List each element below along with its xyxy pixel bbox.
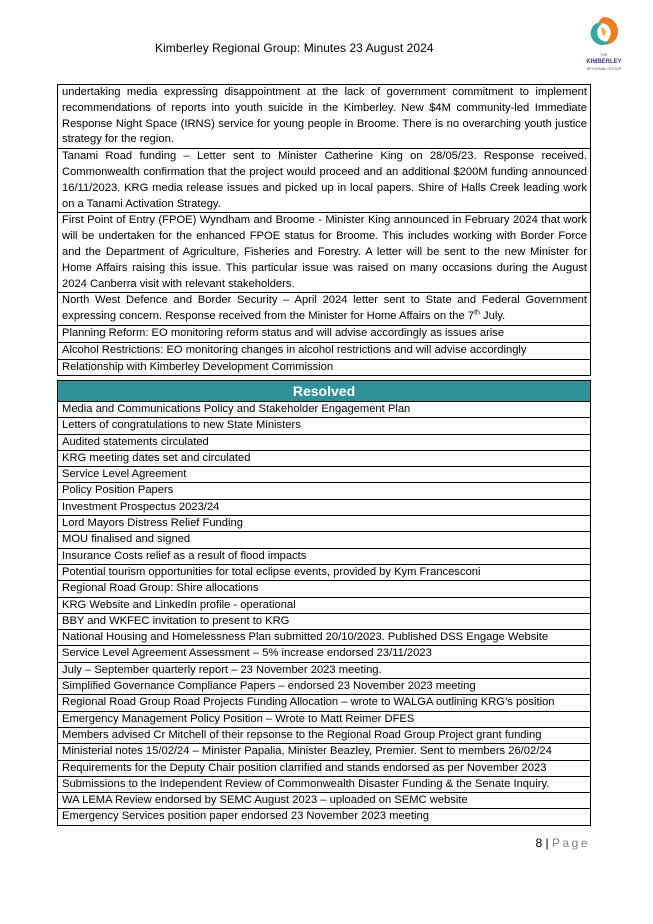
table-row bbox=[58, 548, 591, 564]
kimberley-logo bbox=[578, 14, 630, 70]
logo-text-the: THE bbox=[600, 53, 608, 57]
page-label: Page bbox=[551, 836, 590, 850]
table-row bbox=[58, 679, 591, 695]
table-row bbox=[58, 85, 591, 149]
resolved-item: KRG Website and LinkedIn profile - operational bbox=[58, 597, 591, 613]
logo-text-kimberley: KIMBERLEY bbox=[586, 59, 622, 65]
table-row bbox=[58, 325, 591, 342]
resolved-item: Service Level Agreement bbox=[58, 467, 591, 483]
resolved-item: WA LEMA Review endorsed by SEMC August 2023 – uploaded on SEMC website bbox=[58, 793, 591, 809]
ordinal-superscript: th bbox=[474, 309, 480, 317]
table-cell: Planning Reform: EO monitoring reform status and will advise accordingly as issues arise bbox=[58, 325, 591, 342]
resolved-item: Media and Communications Policy and Stakeholder Engagement Plan bbox=[58, 402, 591, 418]
table-row bbox=[58, 418, 591, 434]
page-number: 8 bbox=[535, 836, 543, 850]
table-row bbox=[58, 564, 591, 580]
table-row bbox=[58, 744, 591, 760]
page-footer bbox=[535, 836, 590, 850]
table-row bbox=[58, 662, 591, 678]
table-row bbox=[58, 760, 591, 776]
table-row bbox=[58, 793, 591, 809]
resolved-header-row bbox=[58, 381, 591, 402]
table-row bbox=[58, 646, 591, 662]
resolved-item: MOU finalised and signed bbox=[58, 532, 591, 548]
table-cell: Alcohol Restrictions: EO monitoring changes in alcohol restrictions and will advise accordingly bbox=[58, 342, 591, 359]
table-row bbox=[58, 359, 591, 376]
document-header-title: Kimberley Regional Group: Minutes 23 August 2024 bbox=[155, 41, 434, 55]
table-cell: undertaking media expressing disappointment at the lack of government commitment to implement recommendations of reports into youth suicide in the Kimberley. New $4M community-led Immediate Response Night Space (IRNS) service for young people in Broome. There is no overarching youth justice strategy for the region. bbox=[58, 85, 591, 149]
resolved-item: Simplified Governance Compliance Papers – endorsed 23 November 2023 meeting bbox=[58, 679, 591, 695]
resolved-item: Service Level Agreement Assessment – 5% increase endorsed 23/11/2023 bbox=[58, 646, 591, 662]
resolved-item: Requirements for the Deputy Chair position clarrified and stands endorsed as per November 2023 bbox=[58, 760, 591, 776]
resolved-item: Regional Road Group Road Projects Funding Allocation – wrote to WALGA outlining KRG’s position bbox=[58, 695, 591, 711]
logo-swirl-icon bbox=[584, 14, 624, 54]
table-row bbox=[58, 293, 591, 326]
table-cell: Tanami Road funding – Letter sent to Minister Catherine King on 28/05/23. Response received. Commonwealth confirmation that the project would proceed and an additional $200M funding announced 16/11/2023. KRG media release issues and picked up in local papers. Shire of Halls Creek leading work on a Tanami Activation Strategy. bbox=[58, 149, 591, 213]
resolved-item: Letters of congratulations to new State Ministers bbox=[58, 418, 591, 434]
table-row bbox=[58, 516, 591, 532]
resolved-heading: Resolved bbox=[58, 381, 591, 402]
table-row bbox=[58, 532, 591, 548]
resolved-item: KRG meeting dates set and circulated bbox=[58, 450, 591, 466]
table-row bbox=[58, 149, 591, 213]
resolved-item: July – September quarterly report – 23 November 2023 meeting. bbox=[58, 662, 591, 678]
resolved-item: Audited statements circulated bbox=[58, 434, 591, 450]
resolved-table bbox=[57, 380, 591, 826]
table-cell bbox=[58, 293, 591, 326]
resolved-item: Investment Prospectus 2023/24 bbox=[58, 499, 591, 515]
table-row bbox=[58, 630, 591, 646]
table-row bbox=[58, 711, 591, 727]
resolved-item: Lord Mayors Distress Relief Funding bbox=[58, 516, 591, 532]
table-row bbox=[58, 434, 591, 450]
table-row bbox=[58, 450, 591, 466]
ongoing-issues-table bbox=[57, 84, 591, 376]
table-row bbox=[58, 597, 591, 613]
resolved-item: Members advised Cr Mitchell of their repsonse to the Regional Road Group Project grant funding bbox=[58, 727, 591, 743]
table-cell: Relationship with Kimberley Development Commission bbox=[58, 359, 591, 376]
table-row bbox=[58, 727, 591, 743]
resolved-item: Policy Position Papers bbox=[58, 483, 591, 499]
resolved-item: National Housing and Homelessness Plan submitted 20/10/2023. Published DSS Engage Website bbox=[58, 630, 591, 646]
table-row bbox=[58, 776, 591, 792]
table-cell-text: North West Defence and Border Security – April 2024 letter sent to State and Federal Government expressing concern. Response received from the Minister for Home Affairs on the 7 bbox=[62, 294, 587, 323]
table-row bbox=[58, 499, 591, 515]
resolved-item: Regional Road Group: Shire allocations bbox=[58, 581, 591, 597]
resolved-item: Potential tourism opportunities for total eclipse events, provided by Kym Francesconi bbox=[58, 564, 591, 580]
resolved-item: Emergency Management Policy Position – Wrote to Matt Reimer DFES bbox=[58, 711, 591, 727]
resolved-item: Ministerial notes 15/02/24 – Minister Papalia, Minister Beazley, Premier. Sent to members 26/02/24 bbox=[58, 744, 591, 760]
resolved-table-body bbox=[58, 402, 591, 826]
table-cell: First Point of Entry (FPOE) Wyndham and Broome - Minister King announced in February 2024 that work will be undertaken for the enhanced FPOE status for Broome. This includes working with Border Force and the Department of Agriculture, Fisheries and Forestry. A letter will be sent to the new Minister for Home Affairs raising this issue. This particular issue was raised on many occasions during the August 2024 Canberra visit with relevant stakeholders. bbox=[58, 213, 591, 293]
table-row bbox=[58, 213, 591, 293]
table-row bbox=[58, 809, 591, 825]
resolved-item: Submissions to the Independent Review of Commonwealth Disaster Funding & the Senate Inquiry. bbox=[58, 776, 591, 792]
table-row bbox=[58, 342, 591, 359]
resolved-item: Emergency Services position paper endorsed 23 November 2023 meeting bbox=[58, 809, 591, 825]
table-row bbox=[58, 581, 591, 597]
table-cell-text-tail: July. bbox=[479, 310, 506, 323]
table-row bbox=[58, 467, 591, 483]
logo-text-regional-group: REGIONAL GROUP bbox=[586, 67, 622, 71]
page-separator: | bbox=[545, 836, 549, 850]
table-row bbox=[58, 695, 591, 711]
table-row bbox=[58, 483, 591, 499]
table-row bbox=[58, 613, 591, 629]
resolved-item: BBY and WKFEC invitation to present to KRG bbox=[58, 613, 591, 629]
resolved-item: Insurance Costs relief as a result of flood impacts bbox=[58, 548, 591, 564]
table-row bbox=[58, 402, 591, 418]
